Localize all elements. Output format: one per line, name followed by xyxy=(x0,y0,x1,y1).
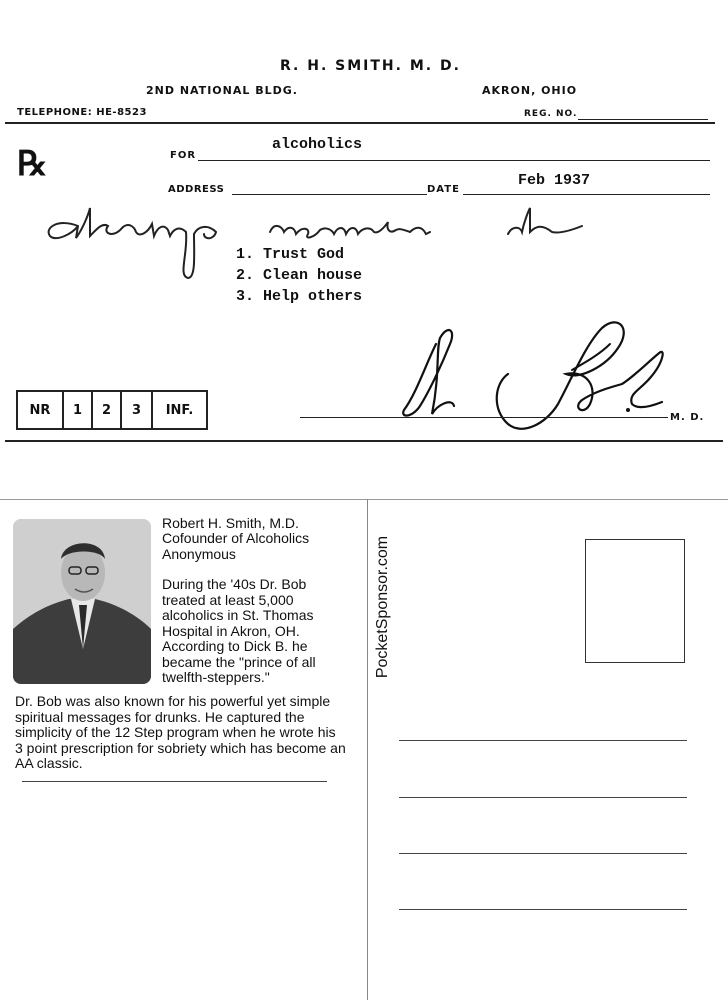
portrait-photo xyxy=(13,519,151,684)
date-label: DATE xyxy=(427,184,460,195)
refill-boxes xyxy=(16,390,208,430)
brand-text: PocketSponsor.com xyxy=(374,535,391,679)
caption-role: Cofounder of Alcoholics Anonymous xyxy=(162,530,310,562)
address-line-4 xyxy=(399,909,687,910)
point-2: 2. Clean house xyxy=(236,267,363,284)
date-value: Feb 1937 xyxy=(518,172,591,189)
box-1: 1 xyxy=(64,392,93,428)
address-line xyxy=(232,194,427,195)
postcard-divider xyxy=(367,499,368,1000)
box-2: 2 xyxy=(93,392,122,428)
address-line-2 xyxy=(399,797,687,798)
address-label: ADDRESS xyxy=(168,184,225,195)
bio-paragraph: During the '40s Dr. Bob treated at least 5,000 alcoholics in St. Thomas Hospital in Akron, OH. According to Dick B. he became the "prince of all twelfth-steppers." xyxy=(162,576,316,685)
prescription-card xyxy=(0,0,728,450)
postcard-top-border xyxy=(0,499,728,500)
city: AKRON, OHIO xyxy=(482,84,578,97)
building-address: 2ND NATIONAL BLDG. xyxy=(146,84,298,97)
rx-symbol: ℞ xyxy=(17,144,48,184)
bio-paragraph-2: Dr. Bob was also known for his powerful yet simple spiritual messages for drunks. He captured the simplicity of the 12 Step program when he wrote his 3 point prescription for sobriety which has become an AA classic. xyxy=(15,693,346,771)
bottom-rule xyxy=(5,440,723,442)
box-3: 3 xyxy=(122,392,153,428)
point-3: 3. Help others xyxy=(236,288,363,305)
portrait-image xyxy=(13,519,151,684)
date-line xyxy=(463,194,710,195)
doctor-signature xyxy=(396,314,676,438)
signature-line xyxy=(300,417,668,418)
reg-no-line xyxy=(578,119,708,120)
caption-underline xyxy=(22,781,327,782)
box-nr: NR xyxy=(18,392,64,428)
caption-name: Robert H. Smith, M.D. xyxy=(162,515,299,531)
stamp-box xyxy=(585,539,685,663)
for-line xyxy=(198,160,710,161)
for-value: alcoholics xyxy=(272,136,363,153)
for-label: FOR xyxy=(170,150,197,161)
header-rule xyxy=(5,122,715,124)
box-inf: INF. xyxy=(165,402,194,418)
md-label: M. D. xyxy=(670,412,705,423)
doctor-name: R. H. SMITH. M. D. xyxy=(280,58,461,74)
point-1: 1. Trust God xyxy=(236,246,345,263)
address-line-3 xyxy=(399,853,687,854)
telephone: TELEPHONE: HE-8523 xyxy=(17,107,147,118)
reg-no-label: REG. NO. xyxy=(524,109,578,119)
address-line-1 xyxy=(399,740,687,741)
